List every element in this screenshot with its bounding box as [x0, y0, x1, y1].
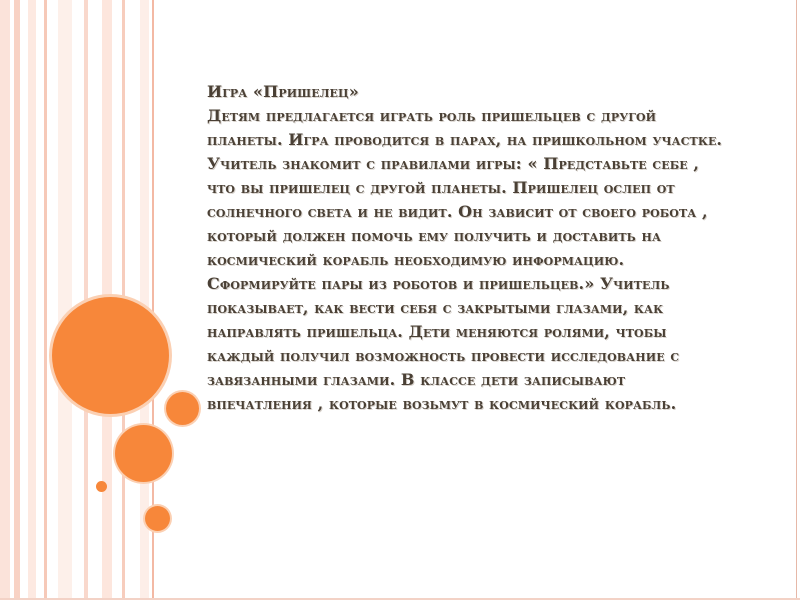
decorative-stripe — [0, 0, 10, 600]
decorative-circle-large — [52, 297, 169, 414]
slide-body: Детям предлагается играть роль пришельцев с другой планеты. Игра проводится в парах, на пришкольном участке. Учитель знакомит с правилами игры: « Представьте себе , что вы пришелец с другой планеты. Пришелец ослеп от солнечного света и не видит. Он зависит от своего робота , который должен помочь ему получить и доставить на космический корабль необходимую информацию. Сформируйте пары из роботов и пришельцев.» Учитель показывает, как вести себя с закрытыми глазами, как направлять пришельца. Дети меняются ролями, чтобы каждый получил возможность провести исследование с завязанными глазами. В классе дети записывают впечатления , которые возьмут в космический корабль. — [207, 106, 723, 413]
decorative-circle-large-secondary — [115, 425, 172, 482]
decorative-stripe — [28, 0, 36, 600]
slide-border-right — [796, 0, 797, 600]
decorative-circle-small — [145, 506, 170, 531]
decorative-stripe — [58, 0, 72, 600]
decorative-stripe — [44, 0, 47, 600]
decorative-stripe — [84, 0, 88, 600]
slide-text — [207, 80, 727, 416]
decorative-circle-tiny — [96, 481, 107, 492]
decorative-stripe — [14, 0, 20, 600]
slide-title: Игра «Пришелец» — [207, 82, 359, 101]
decorative-circle-medium — [166, 392, 199, 425]
